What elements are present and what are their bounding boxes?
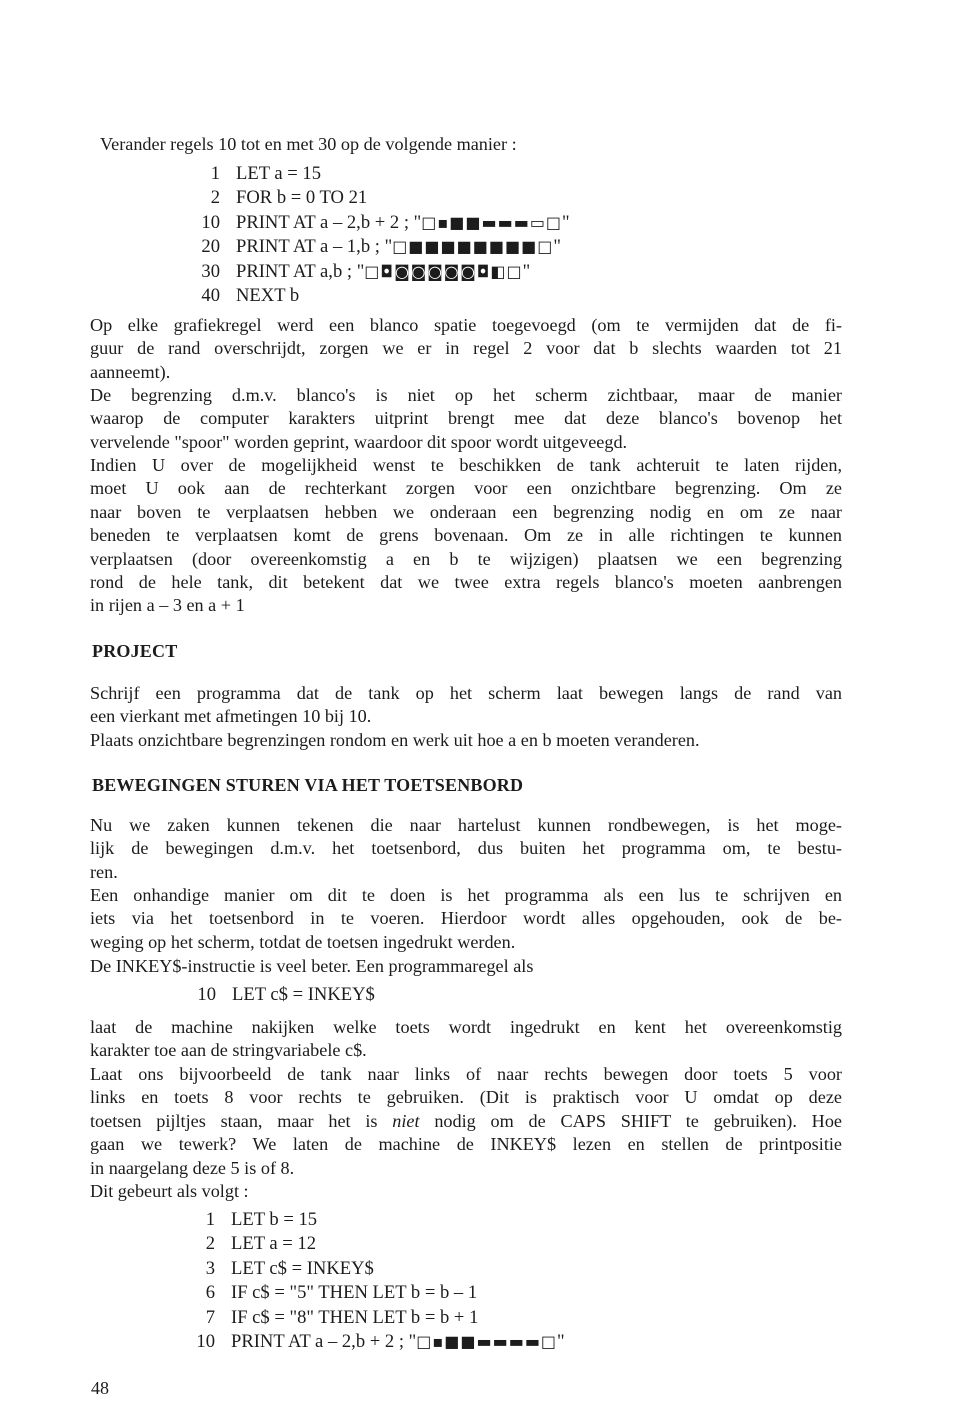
- code-line: 10 PRINT AT a – 2,b + 2 ; " □▪■■▬▬▬▭□ ": [190, 211, 570, 235]
- code-block-2: [186, 983, 375, 1007]
- code-line: 3 LET c$ = INKEY$: [205, 1257, 374, 1279]
- paragraph-example: Laat ons bijvoorbeeld de tank naar links of naar rechts bewegen door toets 5 voor links en toets 8 voor rechts te gebruiken. (Dit is praktisch voor U omdat op deze toetsen pijltjes staan, maar het is niet nodig om de CAPS SHIFT te gebruiken). Hoe gaan we tewerk? We laten de machine de INKEY$ lezen en stellen de printpositie in naargelang deze 5 is of 8.: [90, 1064, 842, 1178]
- paragraph-intro-keyboard: Nu we zaken kunnen tekenen die naar hartelust kunnen rondbewegen, is het moge- lijk de bewegingen d.m.v. het toetsenbord, dus buiten het programma om, te bestu- ren.: [90, 815, 842, 882]
- code-line: 10 PRINT AT a – 2,b + 2 ; " □▪■■▬▬▬▬□ ": [185, 1330, 565, 1354]
- code-line: 10 LET c$ = INKEY$: [197, 984, 375, 1005]
- intro-line: Verander regels 10 tot en met 30 op de volgende manier :: [100, 134, 517, 154]
- code-line: 20 PRINT AT a – 1,b ; " □■■■■■■■■□ ": [190, 235, 570, 259]
- paragraph-inkey: De INKEY$-instructie is veel beter. Een programmaregel als: [90, 956, 534, 976]
- paragraph-boundary: De begrenzing d.m.v. blanco's is niet op het scherm zichtbaar, maar de manier waarop de computer karakters uitprint brengt mee dat deze blanco's bovenop het vervelende "spoor" worden geprint, waardoor dit spoor wordt uitgeveegd.: [90, 385, 842, 452]
- code-line: 2 LET a = 12: [205, 1233, 317, 1255]
- code-line: 6 IF c$ = "5" THEN LET b = b – 1: [205, 1282, 478, 1304]
- graphics-characters: □■■■■■■■■□: [392, 237, 554, 257]
- heading-keyboard: BEWEGINGEN STUREN VIA HET TOETSENBORD: [92, 775, 524, 795]
- paragraph-blank-space: Op elke grafiekregel werd een blanco spatie toegevoegd (om te vermijden dat de fi- guur de rand overschrijdt, zorgen we er in regel 2 voor dat b slechts waarden tot 21 aanneemt).: [90, 315, 842, 382]
- paragraph-loop: Een onhandige manier om dit te doen is het programma als een lus te schrijven en iets via het toetsenbord in te voeren. Hierdoor wordt alles opgehouden, ook de be- weging op het scherm, totdat de toetsen ingedrukt werden.: [90, 885, 842, 952]
- graphics-characters: □◘◙◙◙◙◙◘◧□: [364, 261, 523, 281]
- code-line: 40 NEXT b: [201, 284, 300, 306]
- paragraph-as-follows: Dit gebeurt als volgt :: [90, 1181, 249, 1201]
- code-line: 1 LET b = 15: [205, 1209, 318, 1230]
- code-line: 2 FOR b = 0 TO 21: [210, 187, 368, 209]
- code-line: 1 LET a = 15: [210, 163, 322, 184]
- graphics-characters: □▪■■▬▬▬▬□: [416, 1331, 558, 1351]
- code-line: 7 IF c$ = "8" THEN LET b = b + 1: [205, 1306, 479, 1328]
- code-block-3: [185, 1208, 565, 1354]
- paragraph-reverse: Indien U over de mogelijkheid wenst te beschikken de tank achteruit te laten rijden, moet U ook aan de rechterkant zorgen voor een onzichtbare begrenzing. Om ze naar boven te verplaatsen hebben we onderaan een begrenzing nodig en om ze naar beneden te verplaatsen komt de grens bovenaan. Om ze in alle richtingen te kunnen verplaatsen (door overeenkomstig a en b te wijzigen) plaatsen we een begrenzing rond de hele tank, dit betekent dat we twee extra regels blanco's moeten aanbrengen in rijen a – 3 en a + 1: [90, 455, 842, 616]
- graphics-characters: □▪■■▬▬▬▭□: [421, 212, 563, 232]
- code-block-1: [190, 162, 570, 308]
- heading-project: PROJECT: [92, 641, 178, 661]
- paragraph-machine: laat de machine nakijken welke toets wordt ingedrukt en kent het overeenkomstig karakter toe aan de stringvariabele c$.: [90, 1017, 842, 1061]
- intro-paragraph: [90, 133, 842, 156]
- page-number: 48: [91, 1378, 109, 1398]
- code-line: 30 PRINT AT a,b ; " □◘◙◙◙◙◙◘◧□ ": [190, 260, 570, 284]
- paragraph-project: Schrijf een programma dat de tank op het scherm laat bewegen langs de rand van een vierkant met afmetingen 10 bij 10. Plaats onzichtbare begrenzingen rondom en werk uit hoe a en b moeten veranderen.: [90, 683, 842, 750]
